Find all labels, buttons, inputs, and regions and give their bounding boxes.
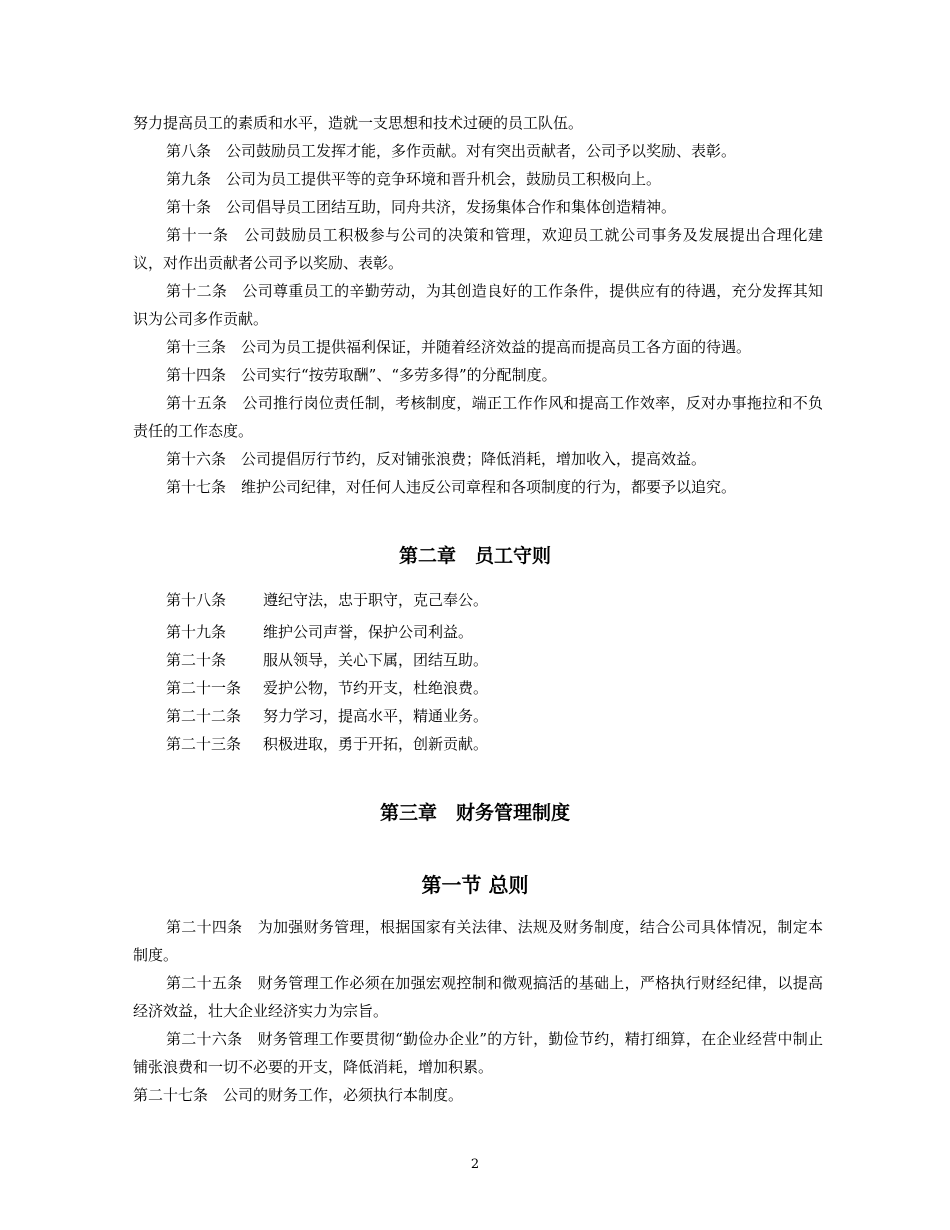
article-26: 第二十六条 财务管理工作要贯彻“勤俭办企业”的方针，勤俭节约，精打细算，在企业经营中制止铺张浪费和一切不必要的开支，降低消耗，增加积累。: [133, 1030, 823, 1076]
article-12: 第十二条 公司尊重员工的辛勤劳动，为其创造良好的工作条件，提供应有的待遇，充分发挥其知识为公司多作贡献。: [133, 282, 823, 328]
rule-text: 服从领导，关心下属，团结互助。: [263, 651, 489, 669]
rule-number: 第二十三条: [166, 735, 242, 753]
article-17: 第十七条 维护公司纪律，对任何人违反公司章程和各项制度的行为，都要予以追究。: [166, 478, 737, 496]
rule-text: 维护公司声誉，保护公司利益。: [263, 623, 474, 641]
article-8: 第八条 公司鼓励员工发挥才能，多作贡献。对有突出贡献者，公司予以奖励、表彰。: [166, 142, 737, 160]
rule-number: 第十八条: [166, 591, 227, 609]
article-15: 第十五条 公司推行岗位责任制，考核制度，端正工作作风和提高工作效率，反对办事拖拉和不负责任的工作态度。: [133, 394, 823, 440]
rule-18: [166, 586, 488, 614]
rule-text: 努力学习，提高水平，精通业务。: [263, 707, 489, 725]
paragraph-continuation: 努力提高员工的素质和水平，造就一支思想和技术过硬的员工队伍。: [133, 114, 584, 132]
rule-22: [166, 702, 488, 730]
rule-text: 遵纪守法，忠于职守，克己奉公。: [263, 591, 489, 609]
rule-number: 第二十一条: [166, 679, 242, 697]
article-13: 第十三条 公司为员工提供福利保证，并随着经济效益的提高而提高员工各方面的待遇。: [166, 338, 752, 356]
article-10: 第十条 公司倡导员工团结互助，同舟共济，发扬集体合作和集体创造精神。: [166, 198, 677, 216]
article-16: 第十六条 公司提倡厉行节约，反对铺张浪费；降低消耗，增加收入，提高效益。: [166, 450, 707, 468]
section-1-title: 第一节 总则: [421, 873, 529, 897]
article-24: 第二十四条 为加强财务管理，根据国家有关法律、法规及财务制度，结合公司具体情况，制定本制度。: [133, 918, 823, 964]
rule-number: 第二十条: [166, 651, 227, 669]
article-25: 第二十五条 财务管理工作必须在加强宏观控制和微观搞活的基础上，严格执行财经纪律，以提高经济效益，壮大企业经济实力为宗旨。: [133, 974, 823, 1020]
rule-text: 爱护公物，节约开支，杜绝浪费。: [263, 679, 489, 697]
rule-number: 第十九条: [166, 623, 227, 641]
rule-text: 积极进取，勇于开拓，创新贡献。: [263, 735, 489, 753]
rule-number: 第二十二条: [166, 707, 242, 725]
article-9: 第九条 公司为员工提供平等的竞争环境和晋升机会，鼓励员工积极向上。: [166, 170, 662, 188]
chapter-3-title: 第三章 财务管理制度: [379, 802, 570, 824]
rule-21: [166, 674, 488, 702]
rule-23: [166, 730, 488, 758]
rule-19: [166, 618, 473, 646]
rule-20: [166, 646, 488, 674]
page-number: 2: [470, 1157, 480, 1172]
article-14: 第十四条 公司实行“按劳取酬”、“多劳多得”的分配制度。: [166, 366, 557, 384]
article-11: 第十一条 公司鼓励员工积极参与公司的决策和管理，欢迎员工就公司事务及发展提出合理化建议，对作出贡献者公司予以奖励、表彰。: [133, 226, 823, 272]
article-27: 第二十七条 公司的财务工作，必须执行本制度。: [133, 1086, 464, 1104]
chapter-2-title: 第二章 员工守则: [398, 545, 551, 567]
